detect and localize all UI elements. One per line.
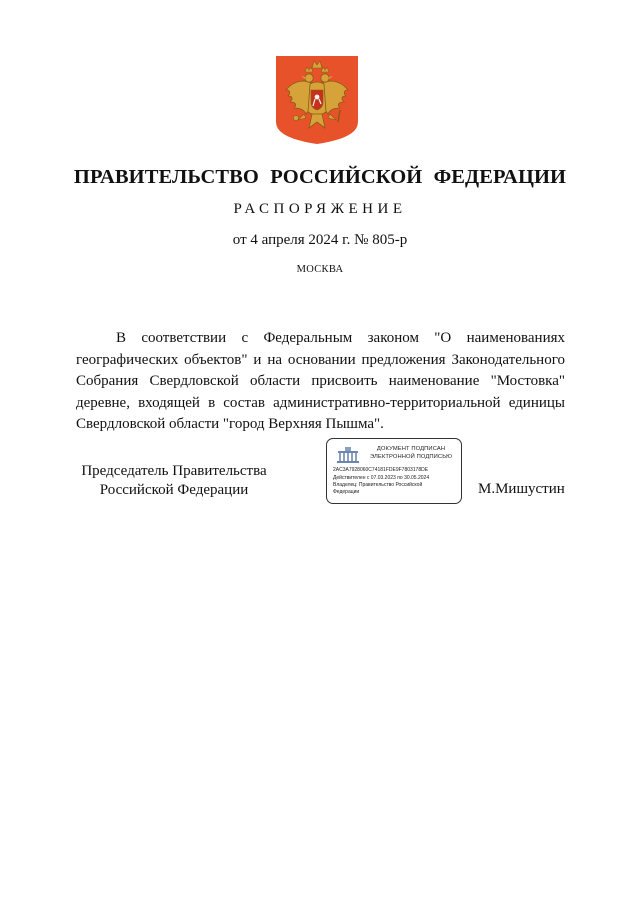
signer-name: М.Мишустин xyxy=(478,481,565,497)
russian-coat-of-arms-icon xyxy=(276,56,358,144)
signer-position xyxy=(76,462,272,499)
document-date-number: от 4 апреля 2024 г. № 805-р xyxy=(232,232,408,248)
resolution-paragraph: В соответствии с Федеральным законом "О наименованиях географических объектов" и на основании предложения Законодательного Собрания Свердловской области присвоить наименование "Мостовка" деревне, входящей в состав административно-территориальной единицы Свердловской области "город Верхняя Пышма". xyxy=(76,330,565,433)
stamp-validity: Действителен с 07.03.2023 по 30.05.2024 xyxy=(333,475,430,481)
electronic-signature-stamp xyxy=(326,438,462,504)
stamp-heading xyxy=(363,445,459,461)
document-type: РАСПОРЯЖЕНИЕ xyxy=(233,201,407,217)
government-title: ПРАВИТЕЛЬСТВО РОССИЙСКОЙ ФЕДЕРАЦИИ xyxy=(73,166,567,188)
stamp-certificate-serial: 2AC3A7928060C74181FDE9F7803178DE xyxy=(333,467,429,473)
stamp-heading-line2: ЭЛЕКТРОННОЙ ПОДПИСЬЮ xyxy=(369,454,453,460)
document-place: МОСКВА xyxy=(296,264,344,275)
signer-position-line1: Председатель Правительства xyxy=(81,463,267,479)
stamp-heading-line1: ДОКУМЕНТ ПОДПИСАН xyxy=(376,446,446,452)
stamp-owner: Владелец: Правительство Российской Федерации xyxy=(333,482,423,495)
signer-position-line2: Российской Федерации xyxy=(99,481,249,498)
government-building-icon xyxy=(336,446,360,464)
